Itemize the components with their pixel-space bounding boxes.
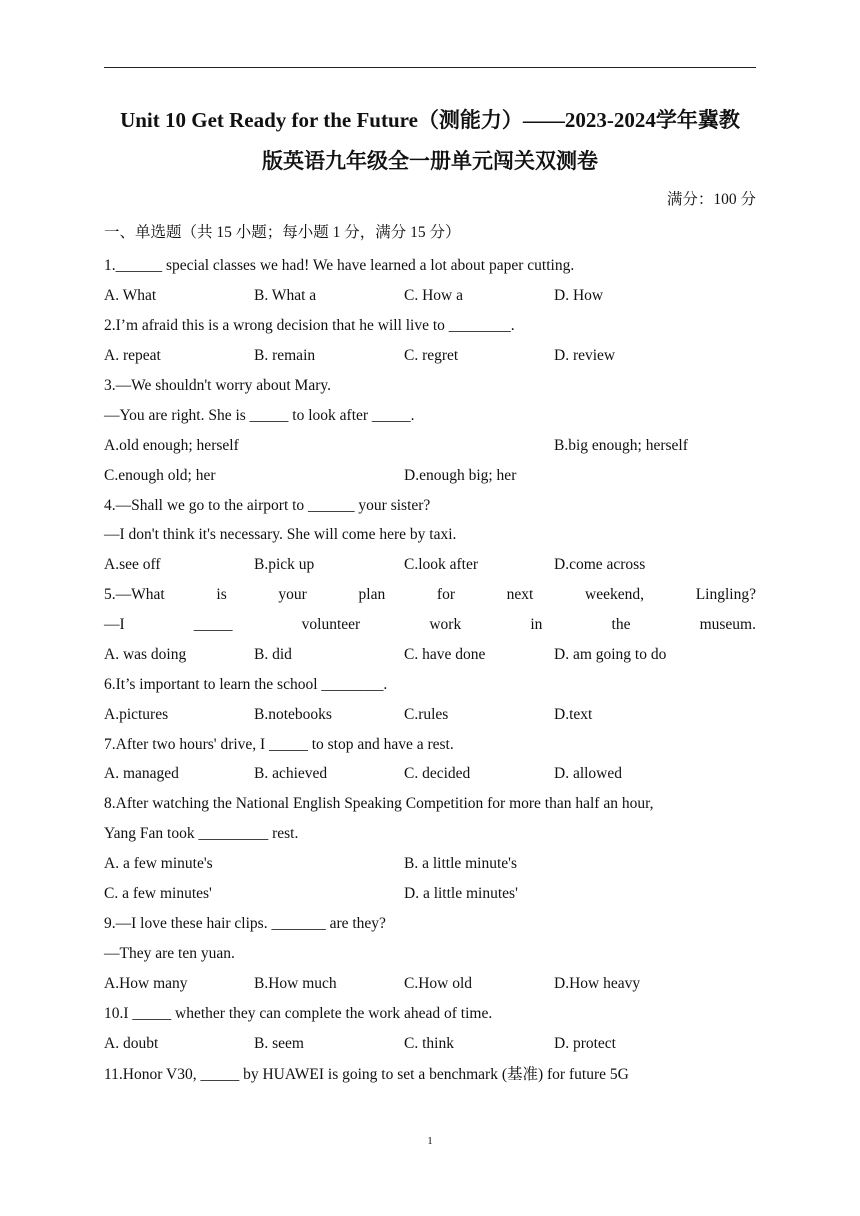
- option-d: D.How heavy: [554, 975, 641, 992]
- option-a: A.see off: [104, 556, 161, 573]
- section-heading: 一、单选题（共 15 小题；每小题 1 分，满分 15 分）: [104, 224, 461, 241]
- question-5-options: [104, 644, 756, 666]
- question-4-options: [104, 554, 756, 576]
- option-d: D. allowed: [554, 765, 623, 782]
- question-7-stem: 7.After two hours' drive, I _____ to stop and have a rest.: [104, 736, 454, 753]
- option-b: B.pick up: [254, 556, 315, 573]
- option-c: C.rules: [404, 706, 449, 723]
- question-6-options: [104, 704, 756, 726]
- question-1-options: [104, 285, 756, 307]
- question-1-stem: 1.______ special classes we had! We have learned a lot about paper cutting.: [104, 257, 575, 274]
- option-c: C. decided: [404, 765, 471, 782]
- word: plan: [358, 586, 386, 603]
- option-a: A.old enough; herself: [104, 437, 239, 454]
- option-c: C.How old: [404, 975, 473, 992]
- option-d: D.enough big; her: [404, 467, 517, 484]
- question-5-stem-line1: [104, 584, 756, 606]
- option-d: D. How: [554, 287, 604, 304]
- question-3-options-row2: [104, 465, 756, 487]
- word: next: [506, 586, 534, 603]
- option-a: A.pictures: [104, 706, 169, 723]
- page-number: 1: [427, 1135, 433, 1147]
- option-a: A. was doing: [104, 646, 187, 663]
- word: _____: [193, 616, 233, 633]
- question-10-options: [104, 1033, 756, 1055]
- option-d: D. review: [554, 347, 616, 364]
- option-b: B. remain: [254, 347, 316, 364]
- option-a: A. a few minute's: [104, 855, 213, 872]
- question-2-stem: 2.I’m afraid this is a wrong decision that he will live to ________.: [104, 317, 515, 334]
- total-score: 满分：100 分: [666, 191, 756, 208]
- option-d: D.text: [554, 706, 593, 723]
- option-a: A. doubt: [104, 1035, 159, 1052]
- word: weekend,: [585, 586, 645, 603]
- option-c: C.look after: [404, 556, 479, 573]
- word: is: [216, 586, 227, 603]
- question-9-stem-line2: —They are ten yuan.: [104, 945, 235, 962]
- question-5-stem-line2: [104, 614, 756, 636]
- question-9-stem-line1: 9.—I love these hair clips. _______ are they?: [104, 915, 386, 932]
- document-title-line1: Unit 10 Get Ready for the Future（测能力）——2023-2024学年冀教: [120, 108, 740, 132]
- option-b: B.How much: [254, 975, 337, 992]
- option-c: C. a few minutes': [104, 885, 212, 902]
- question-7-options: [104, 763, 756, 785]
- word: work: [429, 616, 462, 633]
- question-3-options-row1: [104, 435, 756, 457]
- question-11-stem: 11.Honor V30, _____ by HUAWEI is going to set a benchmark (基准) for future 5G: [104, 1066, 629, 1083]
- option-c: C. think: [404, 1035, 454, 1052]
- question-4-stem-line1: 4.—Shall we go to the airport to ______ your sister?: [104, 497, 431, 514]
- option-b: B. did: [254, 646, 292, 663]
- option-b: B. seem: [254, 1035, 304, 1052]
- question-8-options-row1: [104, 853, 756, 875]
- question-8-stem-line2: Yang Fan took _________ rest.: [104, 825, 299, 842]
- word: your: [278, 586, 307, 603]
- option-d: D. a little minutes': [404, 885, 518, 902]
- question-9-options: [104, 973, 756, 995]
- word: —I: [104, 616, 125, 633]
- question-8-stem-line1: 8.After watching the National English Speaking Competition for more than half an hour,: [104, 795, 654, 812]
- question-4-stem-line2: —I don't think it's necessary. She will come here by taxi.: [104, 526, 457, 543]
- word: volunteer: [301, 616, 361, 633]
- header-rule: [104, 67, 756, 68]
- option-c: C.enough old; her: [104, 467, 216, 484]
- option-d: D.come across: [554, 556, 646, 573]
- option-b: B.notebooks: [254, 706, 332, 723]
- option-a: A. What: [104, 287, 157, 304]
- option-d: D. am going to do: [554, 646, 667, 663]
- question-8-options-row2: [104, 883, 756, 905]
- option-b: B. achieved: [254, 765, 328, 782]
- option-b: B.big enough; herself: [554, 437, 688, 454]
- option-d: D. protect: [554, 1035, 616, 1052]
- question-2-options: [104, 345, 756, 367]
- question-6-stem: 6.It’s important to learn the school ________.: [104, 676, 388, 693]
- word: Lingling?: [695, 586, 756, 603]
- option-b: B. a little minute's: [404, 855, 518, 872]
- document-title-line2: 版英语九年级全一册单元闯关双测卷: [262, 149, 598, 173]
- option-c: C. have done: [404, 646, 486, 663]
- word: for: [436, 586, 455, 603]
- option-a: A.How many: [104, 975, 188, 992]
- word: museum.: [699, 616, 756, 633]
- option-b: B. What a: [254, 287, 317, 304]
- question-3-stem-line1: 3.—We shouldn't worry about Mary.: [104, 377, 331, 394]
- question-3-stem-line2: —You are right. She is _____ to look after _____.: [104, 407, 415, 424]
- word: in: [530, 616, 543, 633]
- option-c: C. regret: [404, 347, 459, 364]
- question-10-stem: 10.I _____ whether they can complete the work ahead of time.: [104, 1005, 493, 1022]
- option-a: A. managed: [104, 765, 179, 782]
- word: the: [611, 616, 631, 633]
- word: 5.—What: [104, 586, 165, 603]
- option-a: A. repeat: [104, 347, 161, 364]
- option-c: C. How a: [404, 287, 463, 304]
